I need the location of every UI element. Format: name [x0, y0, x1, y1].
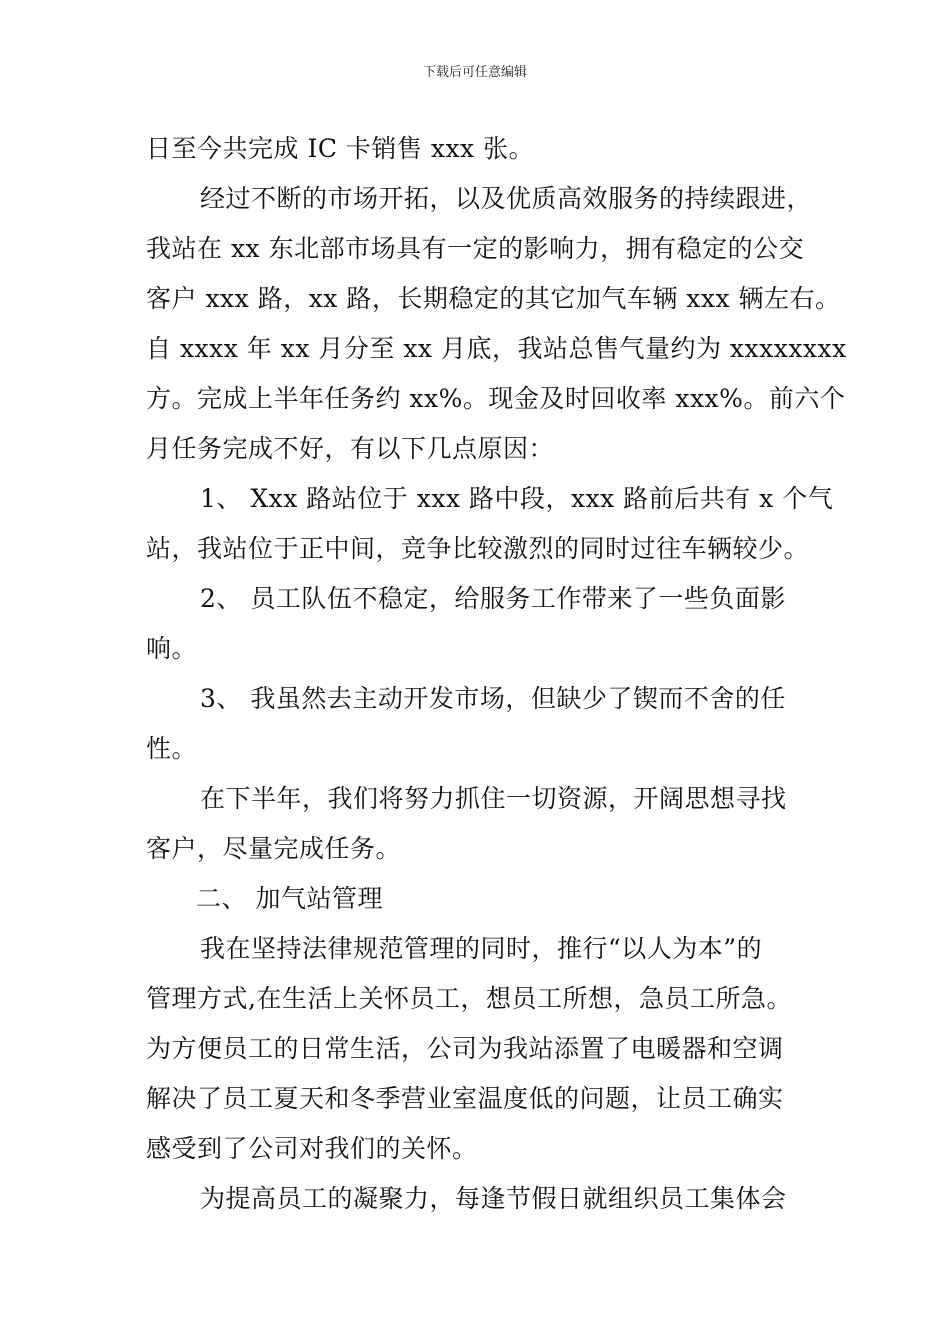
paragraph-start: 我在坚持法律规范管理的同时，推行“以人为本”的 [200, 934, 763, 963]
list-item-2: 2、 员工队伍不稳定，给服务工作带来了一些负面影 [200, 584, 786, 613]
text-line: 性。 [146, 734, 198, 763]
paragraph-start: 为提高员工的凝聚力，每逢节假日就组织员工集体会 [200, 1184, 787, 1213]
document-body [146, 124, 847, 1224]
text-line: 方。完成上半年任务约 xx%。现金及时回收率 xxx%。前六个 [146, 384, 846, 413]
text-line: 感受到了公司对我们的关怀。 [146, 1134, 478, 1163]
text-line: 站，我站位于正中间，竞争比较激烈的同时过往车辆较少。 [146, 534, 810, 563]
text-line: 响。 [146, 634, 198, 663]
text-line: 客户 xxx 路，xx 路，长期稳定的其它加气车辆 xxx 辆左右。 [146, 284, 841, 313]
text-line: 月任务完成不好，有以下几点原因： [146, 434, 555, 463]
text-line: 自 xxxx 年 xx 月分至 xx 月底，我站总售气量约为 xxxxxxxx [146, 334, 847, 363]
list-item-1: 1、 Xxx 路站位于 xxx 路中段，xxx 路前后共有 x 个气 [200, 484, 834, 513]
text-line: 管理方式,在生活上关怀员工，想员工所想，急员工所急。 [146, 984, 792, 1013]
text-line: 我站在 xx 东北部市场具有一定的影响力，拥有稳定的公交 [146, 234, 805, 263]
paragraph-start: 经过不断的市场开拓，以及优质高效服务的持续跟进， [200, 184, 813, 213]
list-item-3: 3、 我虽然去主动开发市场，但缺少了锲而不舍的任 [200, 684, 786, 713]
text-line: 解决了员工夏天和冬季营业室温度低的问题，让员工确实 [146, 1084, 784, 1113]
text-line: 为方便员工的日常生活，公司为我站添置了电暖器和空调 [146, 1034, 784, 1063]
section-heading: 二、 加气站管理 [196, 884, 383, 913]
text-line: 客户，尽量完成任务。 [146, 834, 402, 863]
paragraph-start: 在下半年，我们将努力抓住一切资源，开阔思想寻找 [200, 784, 787, 813]
page-header: 下载后可任意编辑 [422, 65, 527, 80]
text-line: 日至今共完成 IC 卡销售 xxx 张。 [146, 134, 535, 163]
